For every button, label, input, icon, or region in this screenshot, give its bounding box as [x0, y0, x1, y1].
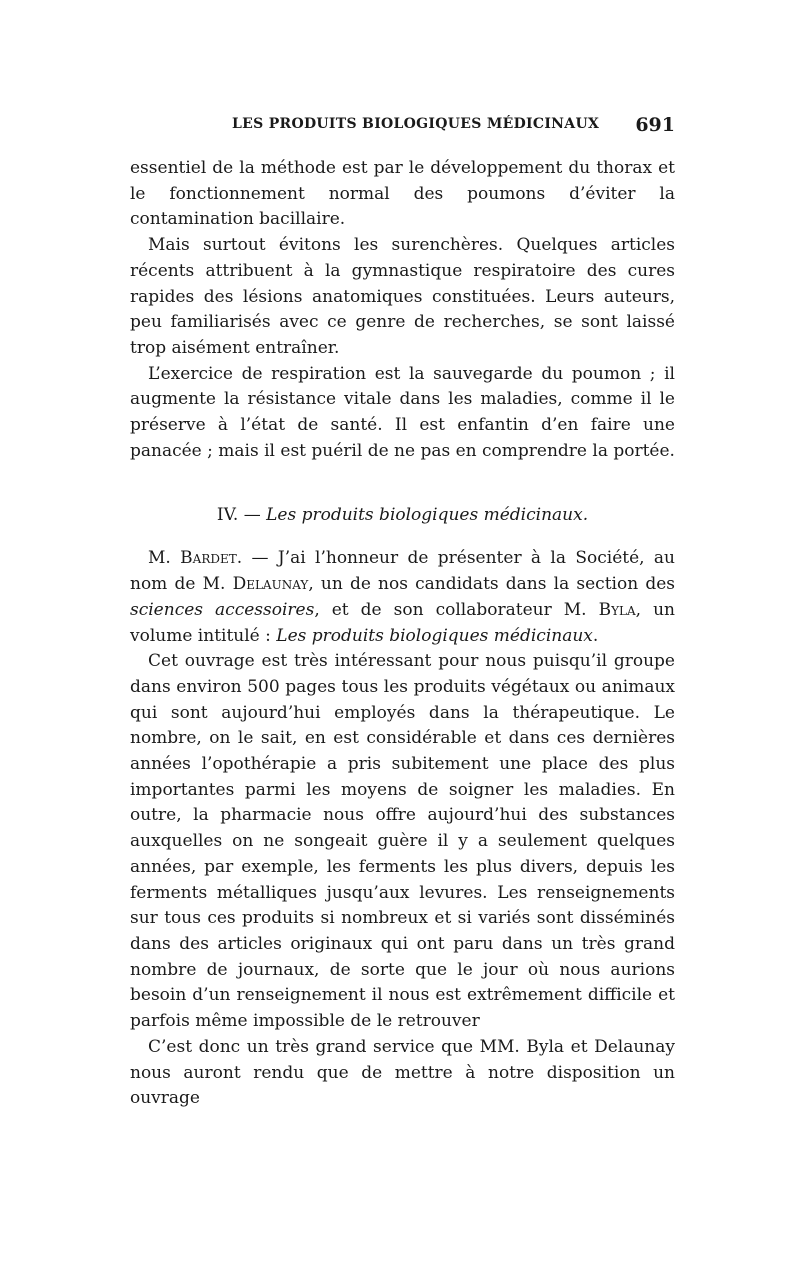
presentation-text-2: , un de nos candidats dans la section des	[308, 574, 675, 595]
running-header	[130, 114, 675, 138]
presentation-text-4: , un volume intitulé :	[130, 599, 676, 646]
author-name-delaunay: Delaunay	[232, 574, 309, 595]
book-title: Les produits biologiques médicinaux	[276, 625, 593, 646]
paragraph-surencheres: Mais surtout évitons les surenchères. Quelques articles récents attribuent à la gymnastique respiratoire des cures rapides des lésions anatomiques constituées. Leurs auteurs, peu familiarisés avec ce genre de recherches, se sont laissé trop aisément entraîner.	[130, 235, 675, 358]
speaker-name: Bardet	[180, 548, 237, 569]
section-heading	[130, 502, 675, 528]
paragraph-continuation: essentiel de la méthode est par le développement du thorax et le fonctionnement normal des poumons d’éviter la contamination bacillaire.	[130, 158, 675, 230]
paragraph-presentation	[130, 546, 675, 649]
paragraph-exercice-respiration: L’exercice de respiration est la sauvegarde du poumon ; il augmente la résistance vitale dans les maladies, comme il le préserve à l’état de santé. Il est enfantin d’en faire une panacée ; mais il est puéril de ne pas en comprendre la portée.	[130, 363, 675, 461]
presentation-text-1: . — J’ai l’honneur de présenter à la Société, au nom de M.	[130, 548, 675, 595]
paragraph-service: C’est donc un très grand service que MM. Byla et Delaunay nous auront rendu que de mettre à notre disposition un ouvrage	[130, 1036, 675, 1109]
page-number: 691	[635, 114, 675, 136]
author-name-byla: Byla	[598, 599, 636, 620]
section-title: Les produits biologiques médicinaux.	[266, 505, 589, 526]
presentation-text-3: , et de son collaborateur M.	[314, 599, 587, 620]
paragraph-ouvrage: Cet ouvrage est très intéressant pour nous puisqu’il groupe dans environ 500 pages tous les produits végétaux ou animaux qui sont aujourd’hui employés dans la thérapeutique. Le nombre, on le sait, en est considérable et dans ces dernières années l’opothérapie a pris subitement une place des plus importantes parmi les moyens de soigner les maladies. En outre, la pharmacie nous offre aujourd’hui des substances auxquelles on ne songeait guère il y a seulement quelques années, par exemple, les ferments les plus divers, depuis les ferments métalliques jusqu’aux levures. Les renseignements sur tous ces produits si nombreux et si variés sont disséminés dans des articles originaux qui ont paru dans un très grand nombre de journaux, de sorte que le jour où nous aurions besoin d’un renseignement il nous est extrêmement difficile et parfois même impossible de le retrouver	[130, 651, 675, 1032]
section-sciences-accessoires: sciences accessoires	[130, 599, 315, 620]
speaker-initial: M.	[148, 548, 171, 569]
running-title: LES PRODUITS BIOLOGIQUES MÉDICINAUX	[232, 116, 600, 132]
section-number: IV. —	[216, 505, 261, 526]
body-text	[130, 156, 675, 1112]
presentation-text-5: .	[592, 625, 599, 646]
